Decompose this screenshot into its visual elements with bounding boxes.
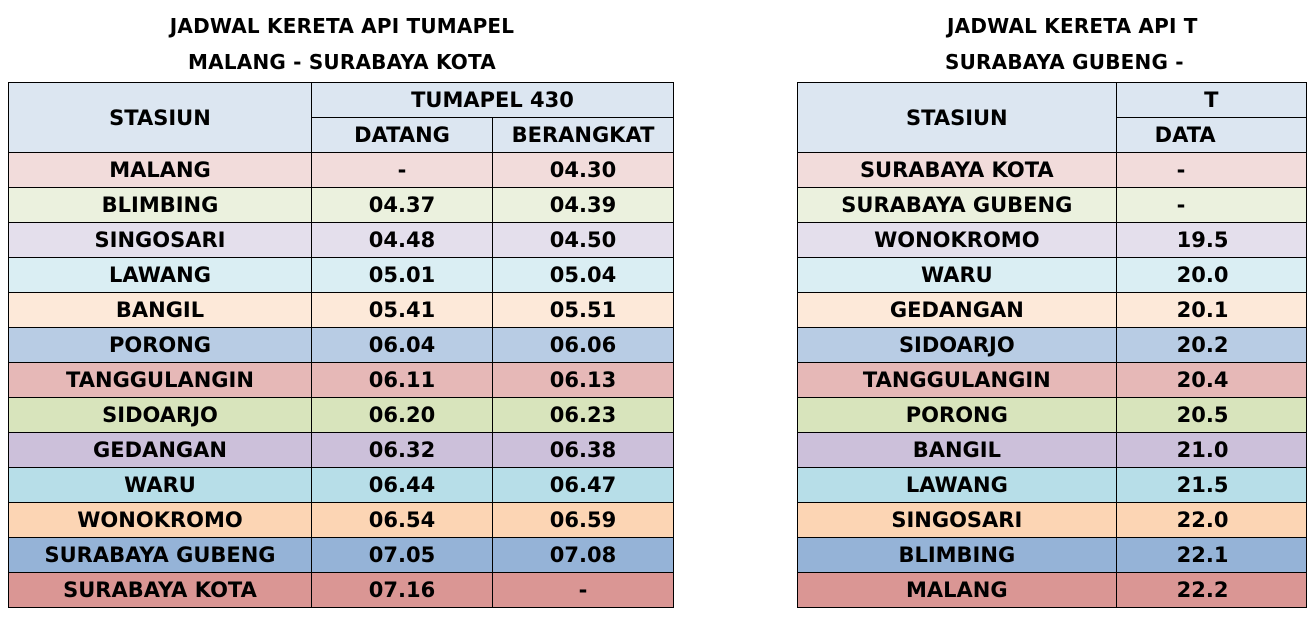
cell-station: GEDANGAN	[798, 293, 1117, 328]
left-title-block	[8, 0, 676, 82]
cell-depart: 04.30	[493, 153, 674, 188]
table-row	[9, 363, 674, 398]
right-title: JADWAL KERETA API T	[947, 14, 1198, 38]
cell-arrive: 07.16	[312, 573, 493, 608]
table-row	[798, 328, 1307, 363]
cell-station: BLIMBING	[9, 188, 312, 223]
cell-arrive: 22.2	[1116, 573, 1306, 608]
cell-depart: 07.08	[493, 538, 674, 573]
cell-depart: 04.50	[493, 223, 674, 258]
cell-depart: 06.23	[493, 398, 674, 433]
table-row	[9, 573, 674, 608]
cell-arrive: 22.0	[1116, 503, 1306, 538]
left-table-body	[9, 153, 674, 608]
table-row	[9, 293, 674, 328]
cell-station: SIDOARJO	[9, 398, 312, 433]
cell-depart: 05.04	[493, 258, 674, 293]
table-row	[798, 188, 1307, 223]
table-row	[9, 468, 674, 503]
table-row	[9, 223, 674, 258]
table-row	[9, 433, 674, 468]
cell-arrive: 20.5	[1116, 398, 1306, 433]
cell-arrive: 20.4	[1116, 363, 1306, 398]
cell-arrive: 04.37	[312, 188, 493, 223]
table-row	[9, 258, 674, 293]
table-row	[798, 363, 1307, 398]
cell-station: SURABAYA KOTA	[9, 573, 312, 608]
table-row	[798, 223, 1307, 258]
cell-station: LAWANG	[798, 468, 1117, 503]
table-row	[798, 398, 1307, 433]
cell-arrive: 20.0	[1116, 258, 1306, 293]
table-row	[9, 188, 674, 223]
right-table-body	[798, 153, 1307, 608]
cell-arrive: 19.5	[1116, 223, 1306, 258]
header-station: STASIUN	[9, 83, 312, 153]
cell-arrive: 05.41	[312, 293, 493, 328]
cell-arrive: 06.20	[312, 398, 493, 433]
cell-arrive: 05.01	[312, 258, 493, 293]
cell-depart: 05.51	[493, 293, 674, 328]
cell-depart: 06.38	[493, 433, 674, 468]
cell-arrive: 20.1	[1116, 293, 1306, 328]
right-route: SURABAYA GUBENG -	[945, 50, 1184, 74]
table-row	[798, 153, 1307, 188]
cell-station: GEDANGAN	[9, 433, 312, 468]
cell-arrive: 06.04	[312, 328, 493, 363]
right-title-block	[797, 0, 1200, 82]
cell-arrive: -	[1116, 188, 1306, 223]
cell-arrive: 06.54	[312, 503, 493, 538]
left-route: MALANG - SURABAYA KOTA	[188, 50, 496, 74]
left-schedule-table	[8, 82, 674, 608]
cell-station: BANGIL	[798, 433, 1117, 468]
cell-arrive: 21.5	[1116, 468, 1306, 503]
cell-station: WONOKROMO	[798, 223, 1117, 258]
cell-station: BLIMBING	[798, 538, 1117, 573]
table-row	[9, 503, 674, 538]
cell-station: TANGGULANGIN	[798, 363, 1117, 398]
table-row	[9, 328, 674, 363]
cell-station: SINGOSARI	[798, 503, 1117, 538]
right-schedule-table	[797, 82, 1307, 608]
cell-arrive: -	[312, 153, 493, 188]
table-row	[798, 433, 1307, 468]
table-row	[798, 573, 1307, 608]
left-title: JADWAL KERETA API TUMAPEL	[169, 14, 515, 38]
cell-arrive: 06.32	[312, 433, 493, 468]
cell-arrive: 20.2	[1116, 328, 1306, 363]
cell-station: SURABAYA GUBENG	[798, 188, 1117, 223]
header-station: STASIUN	[798, 83, 1117, 153]
cell-station: WARU	[798, 258, 1117, 293]
table-row	[9, 398, 674, 433]
table-row	[798, 503, 1307, 538]
cell-station: SURABAYA GUBENG	[9, 538, 312, 573]
cell-station: WONOKROMO	[9, 503, 312, 538]
right-schedule-panel	[797, 0, 1229, 630]
header-depart: BERANGKAT	[493, 118, 674, 153]
cell-station: TANGGULANGIN	[9, 363, 312, 398]
header-arrive: DATANG	[312, 118, 493, 153]
cell-station: PORONG	[9, 328, 312, 363]
table-row	[798, 258, 1307, 293]
table-row	[798, 468, 1307, 503]
cell-depart: -	[493, 573, 674, 608]
cell-station: SIDOARJO	[798, 328, 1117, 363]
cell-station: SURABAYA KOTA	[798, 153, 1117, 188]
header-train: TUMAPEL 430	[312, 83, 674, 118]
table-row	[798, 538, 1307, 573]
cell-station: LAWANG	[9, 258, 312, 293]
cell-station: MALANG	[9, 153, 312, 188]
cell-station: SINGOSARI	[9, 223, 312, 258]
cell-arrive: 04.48	[312, 223, 493, 258]
table-row	[9, 153, 674, 188]
cell-station: PORONG	[798, 398, 1117, 433]
cell-station: MALANG	[798, 573, 1117, 608]
cell-station: WARU	[9, 468, 312, 503]
cell-depart: 04.39	[493, 188, 674, 223]
cell-station: BANGIL	[9, 293, 312, 328]
cell-arrive: 06.44	[312, 468, 493, 503]
cell-arrive: 21.0	[1116, 433, 1306, 468]
header-train: T	[1116, 83, 1306, 118]
table-row	[9, 538, 674, 573]
table-row	[798, 293, 1307, 328]
cell-arrive: 06.11	[312, 363, 493, 398]
cell-arrive: 07.05	[312, 538, 493, 573]
cell-depart: 06.59	[493, 503, 674, 538]
cell-arrive: -	[1116, 153, 1306, 188]
right-panel-inner	[797, 0, 1307, 608]
cell-depart: 06.13	[493, 363, 674, 398]
cell-arrive: 22.1	[1116, 538, 1306, 573]
cell-depart: 06.47	[493, 468, 674, 503]
header-arrive: DATA	[1116, 118, 1306, 153]
left-schedule-panel	[8, 0, 676, 608]
cell-depart: 06.06	[493, 328, 674, 363]
